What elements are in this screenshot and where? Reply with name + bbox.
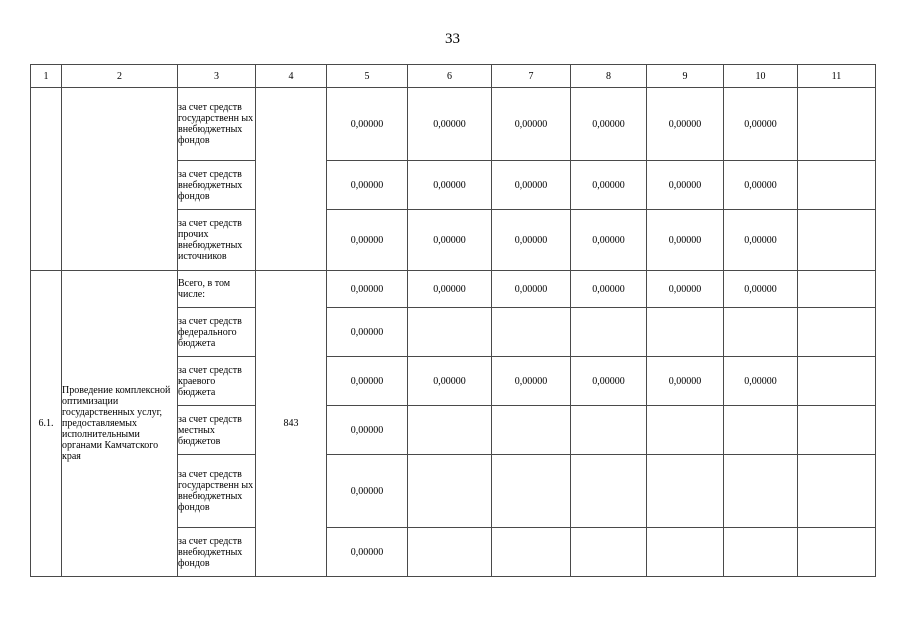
value-cell: 0,00000 bbox=[492, 357, 571, 406]
funding-source: за счет средств государственн ых внебюджетных фондов bbox=[178, 455, 256, 528]
column-header: 1 bbox=[31, 65, 62, 88]
funding-source: за счет средств государственн ых внебюджетных фондов bbox=[178, 88, 256, 161]
empty-cell bbox=[798, 406, 876, 455]
value-cell: 0,00000 bbox=[408, 357, 492, 406]
funding-source: за счет средств внебюджетных фондов bbox=[178, 528, 256, 577]
value-cell: 0,00000 bbox=[327, 406, 408, 455]
column-header: 7 bbox=[492, 65, 571, 88]
column-header: 3 bbox=[178, 65, 256, 88]
empty-cell bbox=[798, 308, 876, 357]
value-cell: 0,00000 bbox=[724, 88, 798, 161]
empty-cell bbox=[798, 528, 876, 577]
table-row bbox=[31, 88, 876, 161]
empty-cell bbox=[724, 455, 798, 528]
value-cell: 0,00000 bbox=[571, 357, 647, 406]
empty-cell bbox=[798, 455, 876, 528]
empty-cell bbox=[408, 406, 492, 455]
empty-cell bbox=[647, 308, 724, 357]
value-cell: 0,00000 bbox=[408, 88, 492, 161]
value-cell: 0,00000 bbox=[647, 210, 724, 271]
item-number: 6.1. bbox=[31, 271, 62, 577]
empty-cell bbox=[798, 161, 876, 210]
value-cell: 0,00000 bbox=[724, 210, 798, 271]
column-header: 5 bbox=[327, 65, 408, 88]
value-cell: 0,00000 bbox=[327, 210, 408, 271]
code-cell bbox=[256, 88, 327, 271]
value-cell: 0,00000 bbox=[571, 161, 647, 210]
value-cell: 0,00000 bbox=[647, 357, 724, 406]
value-cell: 0,00000 bbox=[408, 161, 492, 210]
funding-source: за счет средств внебюджетных фондов bbox=[178, 161, 256, 210]
empty-cell bbox=[408, 455, 492, 528]
value-cell: 0,00000 bbox=[571, 271, 647, 308]
funding-source: за счет средств федерального бюджета bbox=[178, 308, 256, 357]
value-cell: 0,00000 bbox=[724, 357, 798, 406]
item-name: Проведение комплексной оптимизации государственных услуг, предоставляемых исполнительными органами Камчатского края bbox=[62, 271, 178, 577]
column-header: 2 bbox=[62, 65, 178, 88]
value-cell: 0,00000 bbox=[327, 88, 408, 161]
empty-cell bbox=[408, 528, 492, 577]
value-cell: 0,00000 bbox=[327, 161, 408, 210]
empty-cell bbox=[798, 271, 876, 308]
empty-cell bbox=[798, 210, 876, 271]
value-cell: 0,00000 bbox=[571, 210, 647, 271]
empty-cell bbox=[571, 528, 647, 577]
value-cell: 0,00000 bbox=[492, 161, 571, 210]
column-header: 8 bbox=[571, 65, 647, 88]
value-cell: 0,00000 bbox=[492, 210, 571, 271]
item-code: 843 bbox=[256, 271, 327, 577]
value-cell: 0,00000 bbox=[724, 271, 798, 308]
value-cell: 0,00000 bbox=[408, 271, 492, 308]
value-cell: 0,00000 bbox=[327, 528, 408, 577]
column-header: 9 bbox=[647, 65, 724, 88]
column-header: 11 bbox=[798, 65, 876, 88]
value-cell: 0,00000 bbox=[647, 271, 724, 308]
empty-cell bbox=[724, 528, 798, 577]
empty-cell bbox=[408, 308, 492, 357]
page-number: 33 bbox=[445, 31, 460, 47]
value-cell: 0,00000 bbox=[327, 308, 408, 357]
value-cell: 0,00000 bbox=[492, 88, 571, 161]
value-cell: 0,00000 bbox=[492, 271, 571, 308]
column-header: 6 bbox=[408, 65, 492, 88]
empty-cell bbox=[571, 406, 647, 455]
value-cell: 0,00000 bbox=[408, 210, 492, 271]
value-cell: 0,00000 bbox=[647, 161, 724, 210]
empty-cell bbox=[798, 357, 876, 406]
empty-cell bbox=[571, 455, 647, 528]
empty-cell bbox=[647, 455, 724, 528]
funding-source: за счет средств прочих внебюджетных источников bbox=[178, 210, 256, 271]
empty-cell bbox=[647, 406, 724, 455]
value-cell: 0,00000 bbox=[647, 88, 724, 161]
empty-cell bbox=[798, 88, 876, 161]
item-number-cell bbox=[31, 88, 62, 271]
table-row bbox=[31, 271, 876, 308]
funding-source: за счет средств местных бюджетов bbox=[178, 406, 256, 455]
empty-cell bbox=[724, 308, 798, 357]
funding-source: Всего, в том числе: bbox=[178, 271, 256, 308]
column-header: 10 bbox=[724, 65, 798, 88]
item-name-cell bbox=[62, 88, 178, 271]
value-cell: 0,00000 bbox=[327, 455, 408, 528]
empty-cell bbox=[492, 455, 571, 528]
funding-source: за счет средств краевого бюджета bbox=[178, 357, 256, 406]
value-cell: 0,00000 bbox=[724, 161, 798, 210]
empty-cell bbox=[492, 406, 571, 455]
table-header-row bbox=[31, 65, 876, 88]
value-cell: 0,00000 bbox=[571, 88, 647, 161]
empty-cell bbox=[492, 308, 571, 357]
column-header: 4 bbox=[256, 65, 327, 88]
empty-cell bbox=[571, 308, 647, 357]
empty-cell bbox=[724, 406, 798, 455]
budget-table bbox=[30, 64, 876, 577]
empty-cell bbox=[492, 528, 571, 577]
value-cell: 0,00000 bbox=[327, 357, 408, 406]
empty-cell bbox=[647, 528, 724, 577]
value-cell: 0,00000 bbox=[327, 271, 408, 308]
